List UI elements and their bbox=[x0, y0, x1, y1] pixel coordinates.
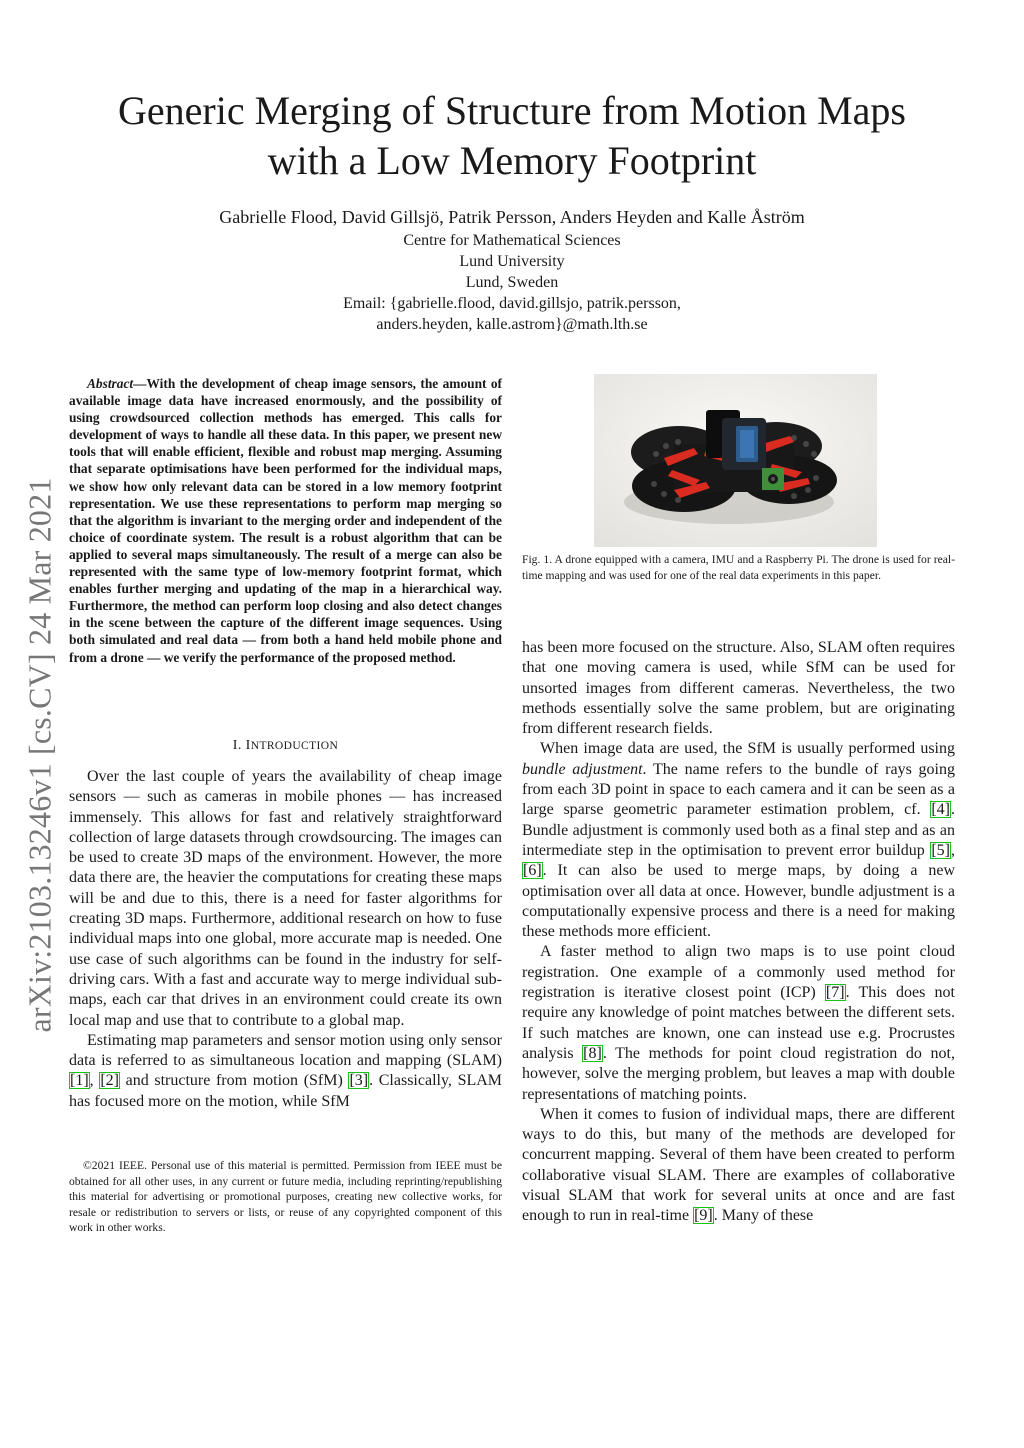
citation-link[interactable]: [7] bbox=[825, 984, 845, 1002]
author-names: Gabrielle Flood, David Gillsjö, Patrik Persson, Anders Heyden and Kalle Åström bbox=[219, 207, 805, 227]
section-title-first: I bbox=[245, 738, 251, 753]
affiliation-location: Lund, Sweden bbox=[465, 274, 559, 291]
title-line-2: with a Low Memory Footprint bbox=[267, 138, 757, 183]
text-run: When it comes to fusion of individual maps, there are different ways to do this, but many of the methods are developed for concurrent mapping. Several of them have been created to perform collaborative visual SLAM. There are examples of collaborative visual SLAM that work for several units at once and are fast enough to run in real-time bbox=[522, 1105, 955, 1225]
text-run: . The name refers to the bundle of rays going from each 3D point in space to each camera and it can be seen as a large sparse geometric parameter estimation problem, cf. bbox=[522, 760, 955, 819]
right-paragraph-3 bbox=[522, 942, 955, 1104]
text-run: , bbox=[89, 1072, 100, 1090]
raspberry-pi-board bbox=[762, 468, 784, 490]
affiliation-university: Lund University bbox=[459, 253, 565, 270]
text-run: Estimating map parameters and sensor motion using only sensor data is referred to as simultaneous location and mapping (SLAM) bbox=[69, 1031, 502, 1070]
intro-paragraph-2 bbox=[69, 1031, 502, 1112]
text-run: . It can also be used to merge maps, by doing a new optimisation over all data at once. However, bundle adjustment is a computationally expensive process and there is a need for making these methods more efficient. bbox=[522, 862, 955, 941]
author-email-line-1: Email: {gabrielle.flood, david.gillsjo, patrik.persson, bbox=[343, 295, 681, 312]
abstract-text: —With the development of cheap image sensors, the amount of available image data have increased enormously, and the possibility of using crowdsourced collection methods has emerged. This calls for development of ways to handle all these data. In this paper, we present new tools that will enable efficient, flexible and robust map merging. Assuming that separate optimisations have been performed for the individual maps, we show how only relevant data can be stored in a low memory footprint representation. We use these representations to perform map merging so that the algorithm is invariant to the merging order and independent of the choice of coordinate system. The result is a robust algorithm that can be applied to several maps simultaneously. The result of a merge can also be represented with the same type of low-memory footprint format, which enables further merging and updating of the map in a hierarchical way. Furthermore, the method can perform loop closing and also detect changes in the scene between the capture of the different image sequences. Using both simulated and real data — from both a hand held mobile phone and from a drone — we verify the performance of the proposed method. bbox=[69, 376, 502, 665]
citation-link[interactable]: [2] bbox=[100, 1072, 119, 1090]
text-run: When image data are used, the SfM is usually performed using bbox=[540, 740, 955, 758]
right-paragraph-4 bbox=[522, 1105, 955, 1227]
intro-paragraph-1: Over the last couple of years the availability of cheap image sensors — such as cameras in mobile phones — has increased immensely. This allows for fast and relatively straightforward collection of large datasets through crowdsourcing. The images can be used to create 3D maps of the environment. However, the more data there are, the heavier the computations for creating these maps will be and due to this, there is a need for faster algorithms for creating 3D maps. Furthermore, additional research on how to fuse individual maps into one global, more accurate map is needed. One use case of such algorithms can be found in the industry for self-driving cars. With a fast and accurate way to merge individual sub-maps, each car that drives in an environment could create its own local map and use that to contribute to a global map. bbox=[69, 768, 502, 1029]
text-run: , bbox=[951, 841, 955, 859]
author-email-line-2: anders.heyden, kalle.astrom}@math.lth.se bbox=[376, 316, 648, 333]
abstract-lead: Abstract bbox=[87, 376, 134, 391]
section-title-rest: NTRODUCTION bbox=[250, 740, 339, 752]
emphasis: bundle adjustment bbox=[522, 760, 643, 778]
section-heading-introduction bbox=[69, 738, 502, 754]
citation-link[interactable]: [1] bbox=[70, 1072, 89, 1090]
text-run: and structure from motion (SfM) bbox=[119, 1072, 349, 1090]
author-block bbox=[60, 207, 964, 335]
right-paragraph-1: has been more focused on the structure. Also, SLAM often requires that one moving camera is used, while SfM can be used for unsorted images from different cameras. Nevertheless, the two methods essentially solve the same problem, but are originating from different research fields. bbox=[522, 639, 955, 738]
text-run: . This does not require any knowledge of point matches between the different sets. If such matches are known, one can instead use e.g. Procrustes analysis bbox=[522, 984, 955, 1062]
text-run: . Bundle adjustment is commonly used both as a final step and as an intermediate step in the optimisation to prevent error buildup bbox=[522, 801, 955, 859]
copyright-notice: ©2021 IEEE. Personal use of this material is permitted. Permission from IEEE must be obtained for all other uses, in any current or future media, including reprinting/republishing this material for advertising or promotional purposes, creating new collective works, for resale or redistribution to servers or lists, or reuse of any copyrighted component of this work in other works. bbox=[69, 1159, 502, 1234]
figure-drone-photo bbox=[594, 374, 877, 547]
text-run: . Classically, SLAM has focused more on the motion, while SfM bbox=[69, 1072, 503, 1110]
affiliation-centre: Centre for Mathematical Sciences bbox=[403, 232, 621, 249]
citation-link[interactable]: [6] bbox=[523, 862, 542, 880]
arxiv-identifier-text: arXiv:2103.13246v1 [cs.CV] 24 Mar 2021 bbox=[21, 477, 58, 1033]
paper-title bbox=[60, 86, 964, 186]
figure-caption: Fig. 1. A drone equipped with a camera, IMU and a Raspberry Pi. The drone is used for real-time mapping and was used for one of the real data experiments in this paper. bbox=[522, 553, 955, 582]
citation-link[interactable]: [8] bbox=[583, 1044, 602, 1062]
abstract bbox=[69, 375, 502, 666]
citation-link[interactable]: [3] bbox=[349, 1072, 369, 1090]
title-line-1: Generic Merging of Structure from Motion Maps bbox=[118, 88, 906, 133]
introduction-left-column bbox=[69, 767, 502, 1112]
drone-image bbox=[594, 374, 877, 547]
section-number: I. bbox=[232, 738, 242, 753]
text-run: A faster method to align two maps is to use point cloud registration. One example of a commonly used method for registration is iterative closest point (ICP) bbox=[522, 943, 955, 1002]
citation-link[interactable]: [4] bbox=[931, 801, 950, 819]
text-run: . The methods for point cloud registration do not, however, solve the merging problem, but leaves a map with double representations of matching points. bbox=[522, 1044, 955, 1103]
citation-link[interactable]: [5] bbox=[931, 841, 950, 859]
citation-link[interactable]: [9] bbox=[694, 1207, 713, 1225]
text-run: . Many of these bbox=[713, 1207, 814, 1225]
right-paragraph-2 bbox=[522, 739, 955, 942]
arxiv-identifier bbox=[12, 440, 68, 1070]
right-column bbox=[522, 638, 955, 1227]
